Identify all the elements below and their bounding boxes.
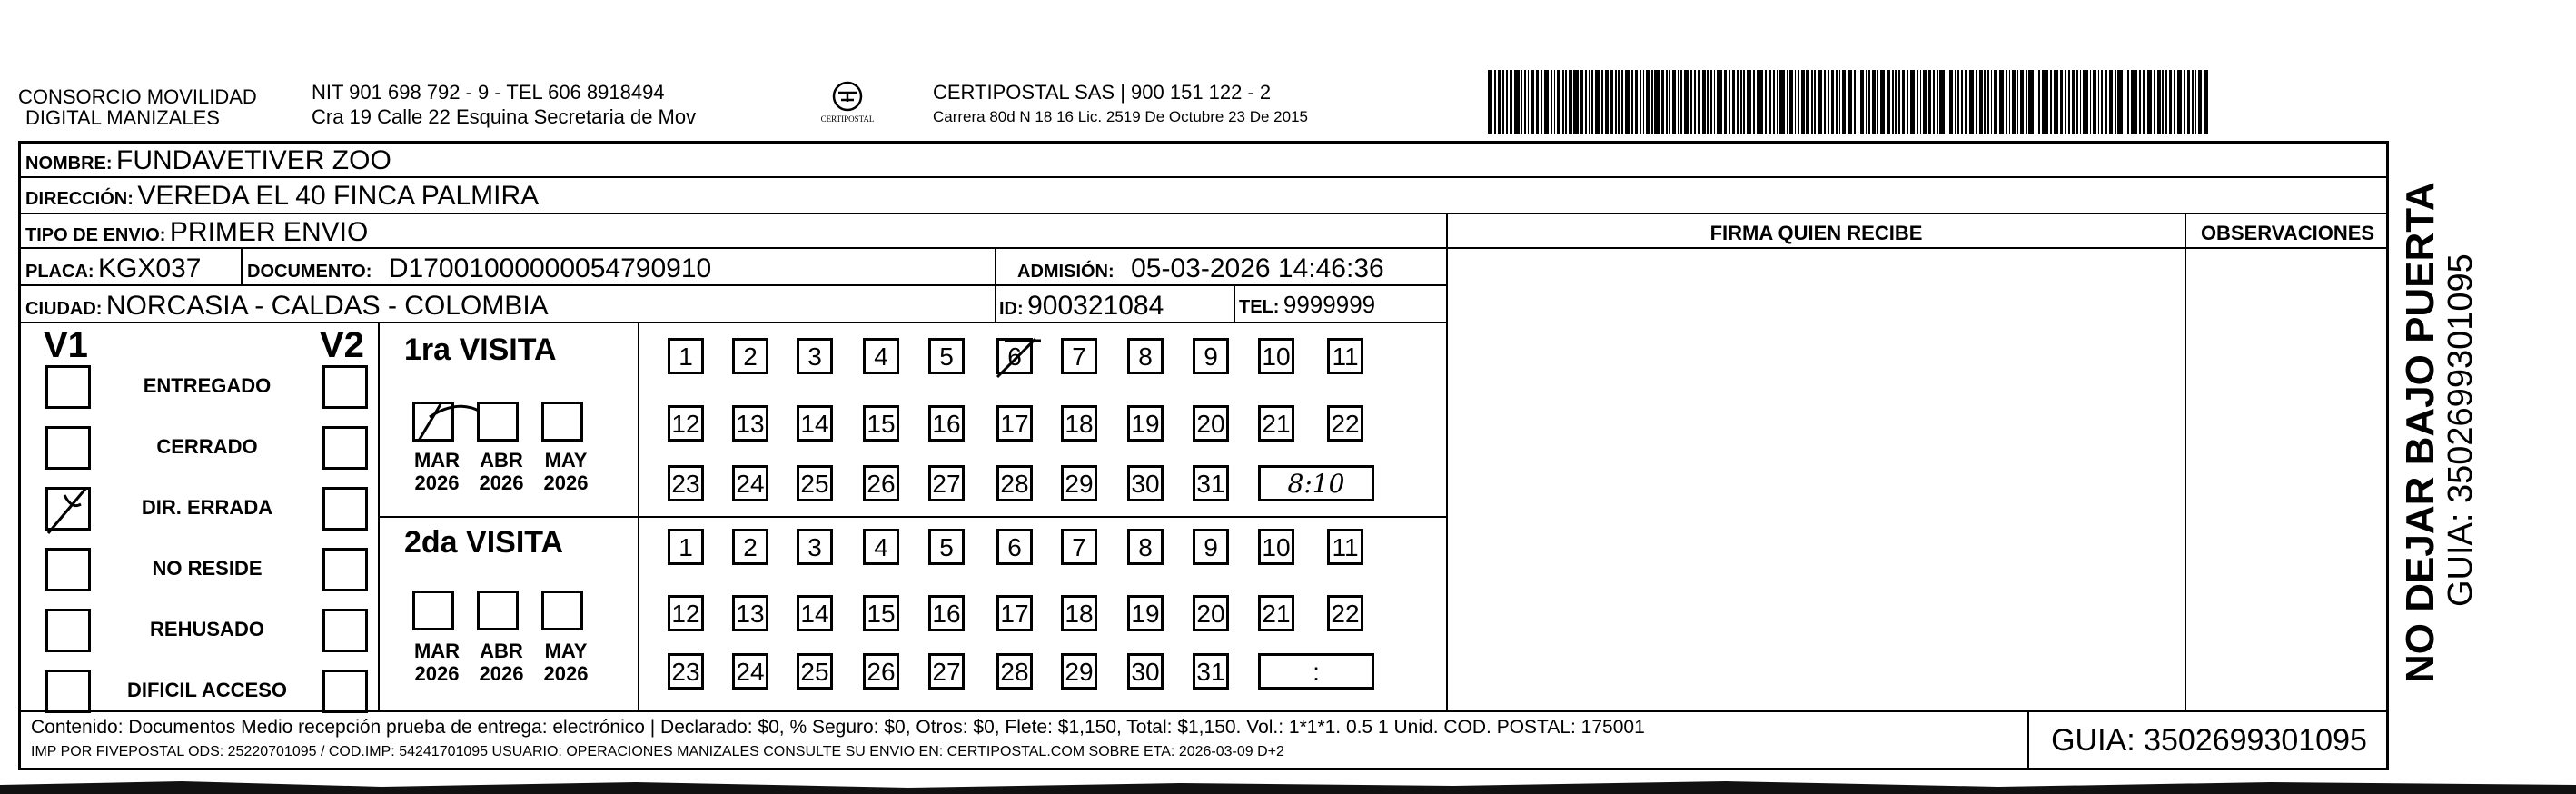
documento-value: D17001000000054790910 bbox=[388, 253, 712, 283]
day-box[interactable]: 20 bbox=[1193, 595, 1229, 631]
month-checkbox[interactable] bbox=[412, 402, 454, 442]
day-box[interactable]: 13 bbox=[732, 405, 768, 442]
month-checkbox[interactable] bbox=[541, 591, 583, 630]
day-box[interactable]: 10 bbox=[1258, 529, 1294, 565]
day-box[interactable]: 31 bbox=[1193, 465, 1229, 501]
day-box[interactable]: 20 bbox=[1193, 405, 1229, 442]
day-box[interactable]: 2 bbox=[732, 338, 768, 374]
day-box[interactable]: 19 bbox=[1127, 595, 1164, 631]
day-box[interactable]: 8 bbox=[1127, 338, 1164, 374]
day-box[interactable]: 4 bbox=[863, 338, 899, 374]
no-dejar-bajo-puerta: NO DEJAR BAJO PUERTA bbox=[2398, 182, 2442, 683]
v2-checkbox[interactable] bbox=[322, 365, 368, 409]
torn-edge bbox=[0, 774, 2576, 794]
certipostal-license: Carrera 80d N 18 16 Lic. 2519 De Octubre 23 De 2015 bbox=[933, 108, 1308, 125]
tel-value: 9999999 bbox=[1283, 291, 1376, 318]
day-box[interactable]: 24 bbox=[732, 465, 768, 501]
day-box[interactable]: 27 bbox=[928, 465, 965, 501]
placa-value: KGX037 bbox=[98, 253, 202, 283]
nombre-label: NOMBRE: bbox=[25, 154, 113, 174]
day-box[interactable]: 22 bbox=[1327, 595, 1363, 631]
day-box[interactable]: 6 bbox=[996, 338, 1033, 374]
v2-heading: V2 bbox=[320, 325, 364, 365]
day-box[interactable]: 27 bbox=[928, 653, 965, 690]
tipo-envio-value: PRIMER ENVIO bbox=[169, 217, 369, 247]
placa-field bbox=[25, 253, 201, 284]
day-box[interactable]: 23 bbox=[668, 653, 704, 690]
footer-guia: GUIA: 3502699301095 bbox=[2051, 723, 2367, 758]
status-option-label: REHUSADO bbox=[150, 618, 264, 640]
status-option-label: ENTREGADO bbox=[143, 374, 272, 397]
id-value: 900321084 bbox=[1027, 291, 1164, 321]
v2-checkbox[interactable] bbox=[322, 670, 368, 713]
day-box[interactable]: 6 bbox=[996, 529, 1033, 565]
day-box[interactable]: 13 bbox=[732, 595, 768, 631]
month-label: MAR 2026 bbox=[413, 449, 461, 494]
day-box[interactable]: 16 bbox=[928, 405, 965, 442]
day-box[interactable]: 4 bbox=[863, 529, 899, 565]
v2-checkbox[interactable] bbox=[322, 548, 368, 591]
tipo-envio-row bbox=[25, 217, 368, 248]
v1-checkbox[interactable] bbox=[45, 426, 91, 470]
documento-field bbox=[247, 253, 711, 284]
day-box[interactable]: 28 bbox=[996, 653, 1033, 690]
status-option-label: DIR. ERRADA bbox=[141, 496, 273, 519]
day-box[interactable]: 1 bbox=[668, 338, 704, 374]
day-box[interactable]: 1 bbox=[668, 529, 704, 565]
day-box[interactable]: 18 bbox=[1061, 595, 1097, 631]
tel-label: TEL: bbox=[1239, 297, 1280, 317]
month-checkbox[interactable] bbox=[477, 591, 519, 630]
time-box[interactable]: : bbox=[1258, 653, 1374, 690]
v1-checkbox[interactable] bbox=[45, 548, 91, 591]
day-box[interactable]: 5 bbox=[928, 529, 965, 565]
day-box[interactable]: 28 bbox=[996, 465, 1033, 501]
day-box[interactable]: 2 bbox=[732, 529, 768, 565]
id-label: ID: bbox=[999, 299, 1024, 319]
certipostal-name: CERTIPOSTAL SAS | 900 151 122 - 2 bbox=[933, 81, 1272, 104]
first-visit-title: 1ra VISITA bbox=[404, 332, 557, 367]
firma-header: FIRMA QUIEN RECIBE bbox=[1709, 222, 1923, 244]
tipo-envio-label: TIPO DE ENVIO: bbox=[25, 225, 166, 245]
direccion-row bbox=[25, 181, 539, 212]
day-box[interactable]: 3 bbox=[797, 338, 833, 374]
documento-label: DOCUMENTO: bbox=[247, 262, 372, 282]
day-box[interactable]: 8 bbox=[1127, 529, 1164, 565]
day-box[interactable]: 25 bbox=[797, 653, 833, 690]
ciudad-value: NORCASIA - CALDAS - COLOMBIA bbox=[105, 291, 549, 321]
day-box[interactable]: 17 bbox=[996, 405, 1033, 442]
month-checkbox[interactable] bbox=[412, 591, 454, 630]
day-box[interactable]: 12 bbox=[668, 595, 704, 631]
barcode bbox=[1488, 70, 2213, 134]
status-option-label: NO RESIDE bbox=[152, 557, 263, 580]
v1-checkbox[interactable] bbox=[45, 365, 91, 409]
admision-value: 05-03-2026 14:46:36 bbox=[1131, 253, 1384, 283]
footer-contents: Contenido: Documentos Medio recepción prueba de entrega: electrónico | Declarado: $0, % Seguro: $0, Otros: $0, Flete: $1,150, Total: $1,150. Vol.: 1*1*1. 0.5 1 Unid. COD. POSTAL: 175001 bbox=[31, 717, 1645, 738]
v1-checkbox[interactable] bbox=[45, 670, 91, 713]
day-box[interactable]: 29 bbox=[1061, 465, 1097, 501]
company-name-line1: CONSORCIO MOVILIDAD bbox=[18, 85, 257, 108]
day-box[interactable]: 14 bbox=[797, 405, 833, 442]
v1-checkbox[interactable] bbox=[45, 487, 91, 531]
month-checkbox[interactable] bbox=[541, 402, 583, 442]
day-box[interactable]: 15 bbox=[863, 405, 899, 442]
month-label: MAY 2026 bbox=[543, 449, 589, 494]
company-name-line2: DIGITAL MANIZALES bbox=[25, 106, 220, 129]
v2-checkbox[interactable] bbox=[322, 609, 368, 652]
day-box[interactable]: 7 bbox=[1061, 529, 1097, 565]
company-nit: NIT 901 698 792 - 9 - TEL 606 8918494 bbox=[312, 81, 665, 104]
day-box[interactable]: 23 bbox=[668, 465, 704, 501]
day-box[interactable]: 26 bbox=[863, 653, 899, 690]
month-label: ABR 2026 bbox=[479, 640, 524, 685]
direccion-label: DIRECCIÓN: bbox=[25, 189, 134, 209]
day-box[interactable]: 11 bbox=[1327, 338, 1363, 374]
day-box[interactable]: 9 bbox=[1193, 529, 1229, 565]
day-box[interactable]: 14 bbox=[797, 595, 833, 631]
company-address: Cra 19 Calle 22 Esquina Secretaria de Mov bbox=[312, 105, 697, 128]
day-box[interactable]: 30 bbox=[1127, 653, 1164, 690]
nombre-row bbox=[25, 145, 391, 176]
day-box[interactable]: 5 bbox=[928, 338, 965, 374]
ciudad-field bbox=[25, 291, 549, 322]
day-box[interactable]: 29 bbox=[1061, 653, 1097, 690]
day-box[interactable]: 31 bbox=[1193, 653, 1229, 690]
day-box[interactable]: 16 bbox=[928, 595, 965, 631]
side-guia: GUIA: 3502699301095 bbox=[2442, 253, 2480, 607]
day-box[interactable]: 19 bbox=[1127, 405, 1164, 442]
time-box[interactable]: 8:10 bbox=[1258, 465, 1374, 501]
status-option-label: DIFICIL ACCESO bbox=[126, 679, 287, 701]
day-box[interactable]: 25 bbox=[797, 465, 833, 501]
day-box[interactable]: 12 bbox=[668, 405, 704, 442]
month-checkbox[interactable] bbox=[477, 402, 519, 442]
day-box[interactable]: 18 bbox=[1061, 405, 1097, 442]
v1-heading: V1 bbox=[44, 325, 88, 365]
observaciones-header: OBSERVACIONES bbox=[2200, 222, 2375, 244]
day-box[interactable]: 22 bbox=[1327, 405, 1363, 442]
day-box[interactable]: 10 bbox=[1258, 338, 1294, 374]
day-box[interactable]: 21 bbox=[1258, 405, 1294, 442]
status-option-label: CERRADO bbox=[156, 435, 258, 458]
v1-checkbox[interactable] bbox=[45, 609, 91, 652]
day-box[interactable]: 11 bbox=[1327, 529, 1363, 565]
month-label: ABR 2026 bbox=[479, 449, 524, 494]
ciudad-label: CIUDAD: bbox=[25, 299, 103, 319]
certipostal-logo bbox=[816, 78, 879, 133]
v2-checkbox[interactable] bbox=[322, 487, 368, 531]
day-box[interactable]: 3 bbox=[797, 529, 833, 565]
direccion-value: VEREDA EL 40 FINCA PALMIRA bbox=[137, 181, 540, 211]
day-box[interactable]: 26 bbox=[863, 465, 899, 501]
admision-label: ADMISIÓN: bbox=[1017, 262, 1115, 282]
day-box[interactable]: 9 bbox=[1193, 338, 1229, 374]
day-box[interactable]: 17 bbox=[996, 595, 1033, 631]
month-label: MAY 2026 bbox=[543, 640, 589, 685]
day-box[interactable]: 21 bbox=[1258, 595, 1294, 631]
v2-checkbox[interactable] bbox=[322, 426, 368, 470]
footer-print-info: IMP POR FIVEPOSTAL ODS: 25220701095 / COD.IMP: 54241701095 USUARIO: OPERACIONES MANIZALES CONSULTE SU ENVIO EN: CERTIPOSTAL.COM SOBRE ETA: 2026-03-09 D+2 bbox=[31, 744, 1284, 759]
logo-label: CERTIPOSTAL bbox=[820, 114, 875, 124]
day-box[interactable]: 30 bbox=[1127, 465, 1164, 501]
placa-label: PLACA: bbox=[25, 262, 94, 282]
day-box[interactable]: 7 bbox=[1061, 338, 1097, 374]
month-label: MAR 2026 bbox=[413, 640, 461, 685]
tel-field bbox=[1239, 291, 1375, 319]
day-box[interactable]: 15 bbox=[863, 595, 899, 631]
admision-field bbox=[1017, 253, 1384, 284]
id-field bbox=[999, 291, 1164, 322]
nombre-value: FUNDAVETIVER ZOO bbox=[116, 145, 391, 175]
second-visit-title: 2da VISITA bbox=[404, 525, 564, 560]
day-box[interactable]: 24 bbox=[732, 653, 768, 690]
